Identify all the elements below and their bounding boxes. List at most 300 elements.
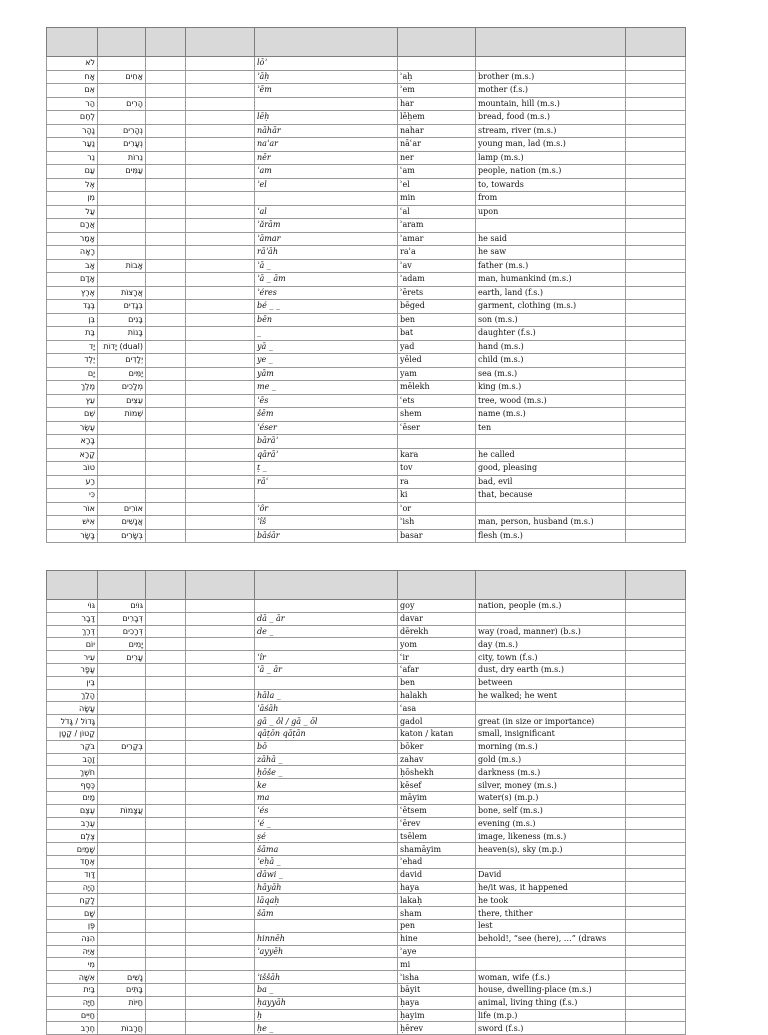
hebrew-word-cell: יָד xyxy=(47,340,98,354)
gloss-cell: image, likeness (m.s.) xyxy=(476,830,626,843)
romanization-cell: sham xyxy=(398,907,476,920)
table-row xyxy=(47,715,686,728)
transliteration-cell: ʿal xyxy=(255,205,398,219)
hebrew-word-cell: דָּבָר xyxy=(47,612,98,625)
transliteration-cell: ʾôr xyxy=(255,502,398,516)
header-row xyxy=(47,28,686,57)
gloss-cell: he called xyxy=(476,448,626,462)
blank-col-2-cell xyxy=(186,932,255,945)
gloss-cell: between xyxy=(476,676,626,689)
blank-col-cell xyxy=(146,855,186,868)
hebrew-plural-cell xyxy=(98,715,146,728)
hebrew-word-cell: אָדָם xyxy=(47,273,98,287)
transliteration-cell xyxy=(255,600,398,613)
table-row xyxy=(47,625,686,638)
blank-col-3-cell xyxy=(626,178,686,192)
romanization-cell xyxy=(398,57,476,71)
hebrew-word-cell: עַל xyxy=(47,205,98,219)
romanization-cell: kēsef xyxy=(398,779,476,792)
gloss-cell: hand (m.s.) xyxy=(476,340,626,354)
transliteration-cell: hinnēh xyxy=(255,932,398,945)
blank-col-cell xyxy=(146,702,186,715)
blank-col-2-cell xyxy=(186,817,255,830)
transliteration-cell: dā _ ār xyxy=(255,612,398,625)
blank-col-3-cell xyxy=(626,273,686,287)
gloss-cell: house, dwelling-place (m.s.) xyxy=(476,983,626,996)
hebrew-plural-cell xyxy=(98,178,146,192)
romanization-cell: yom xyxy=(398,638,476,651)
hebrew-plural-cell xyxy=(98,192,146,206)
header-cell xyxy=(98,571,146,600)
hebrew-word-cell: חֹשֶׁךְ xyxy=(47,766,98,779)
blank-col-2-cell xyxy=(186,489,255,503)
table-row xyxy=(47,286,686,300)
blank-col-2-cell xyxy=(186,766,255,779)
blank-col-2-cell xyxy=(186,70,255,84)
blank-col-2-cell xyxy=(186,462,255,476)
blank-col-cell xyxy=(146,462,186,476)
table-row xyxy=(47,178,686,192)
gloss-cell: David xyxy=(476,868,626,881)
table-row xyxy=(47,313,686,327)
table-row xyxy=(47,381,686,395)
hebrew-word-cell: יָם xyxy=(47,367,98,381)
hebrew-plural-cell: (dual) יָדוֹת xyxy=(98,340,146,354)
blank-col-3-cell xyxy=(626,205,686,219)
blank-col-3-cell xyxy=(626,996,686,1009)
hebrew-plural-cell xyxy=(98,855,146,868)
romanization-cell: ki xyxy=(398,489,476,503)
romanization-cell: bōker xyxy=(398,740,476,753)
blank-col-cell xyxy=(146,489,186,503)
table-row xyxy=(47,779,686,792)
blank-col-cell xyxy=(146,529,186,543)
hebrew-plural-cell xyxy=(98,1009,146,1022)
blank-col-3-cell xyxy=(626,727,686,740)
header-cell xyxy=(255,28,398,57)
romanization-cell: ʿēser xyxy=(398,421,476,435)
blank-col-2-cell xyxy=(186,843,255,856)
romanization-cell: hine xyxy=(398,932,476,945)
blank-col-3-cell xyxy=(626,138,686,152)
romanization-cell: ʾav xyxy=(398,259,476,273)
blank-col-2-cell xyxy=(186,791,255,804)
hebrew-plural-cell xyxy=(98,676,146,689)
blank-col-cell xyxy=(146,475,186,489)
gloss-cell: silver, money (m.s.) xyxy=(476,779,626,792)
table-row xyxy=(47,894,686,907)
blank-col-3-cell xyxy=(626,804,686,817)
blank-col-2-cell xyxy=(186,84,255,98)
romanization-cell: yam xyxy=(398,367,476,381)
blank-col-cell xyxy=(146,246,186,260)
hebrew-plural-cell: בְּקָרִים xyxy=(98,740,146,753)
blank-col-3-cell xyxy=(626,111,686,125)
blank-col-2-cell xyxy=(186,151,255,165)
table-row xyxy=(47,753,686,766)
blank-col-2-cell xyxy=(186,676,255,689)
hebrew-word-cell: אָב xyxy=(47,259,98,273)
hebrew-word-cell: אֶרֶץ xyxy=(47,286,98,300)
header-cell xyxy=(398,28,476,57)
hebrew-plural-cell xyxy=(98,945,146,958)
table-row xyxy=(47,971,686,984)
romanization-cell: lakaḥ xyxy=(398,894,476,907)
blank-col-2-cell xyxy=(186,165,255,179)
gloss-cell: woman, wife (f.s.) xyxy=(476,971,626,984)
blank-col-3-cell xyxy=(626,219,686,233)
blank-col-3-cell xyxy=(626,740,686,753)
hebrew-word-cell: לֶחֶם xyxy=(47,111,98,125)
transliteration-cell: lōʾ xyxy=(255,57,398,71)
table-row xyxy=(47,740,686,753)
transliteration-cell: ʿé _ xyxy=(255,817,398,830)
hebrew-plural-cell xyxy=(98,791,146,804)
blank-col-2-cell xyxy=(186,111,255,125)
blank-col-cell xyxy=(146,286,186,300)
hebrew-plural-cell xyxy=(98,894,146,907)
hebrew-word-cell: אִשָּׁה xyxy=(47,971,98,984)
hebrew-word-cell: רַע xyxy=(47,475,98,489)
blank-col-2-cell xyxy=(186,868,255,881)
blank-col-2-cell xyxy=(186,381,255,395)
romanization-cell: david xyxy=(398,868,476,881)
hebrew-word-cell: דָּוִד xyxy=(47,868,98,881)
transliteration-cell: ba _ xyxy=(255,983,398,996)
blank-col-cell xyxy=(146,600,186,613)
blank-col-3-cell xyxy=(626,354,686,368)
table-row xyxy=(47,676,686,689)
romanization-cell: ʾehad xyxy=(398,855,476,868)
table-row xyxy=(47,502,686,516)
blank-col-2-cell xyxy=(186,830,255,843)
transliteration-cell xyxy=(255,919,398,932)
blank-col-2-cell xyxy=(186,715,255,728)
gloss-cell xyxy=(476,57,626,71)
blank-col-3-cell xyxy=(626,625,686,638)
table-row xyxy=(47,855,686,868)
hebrew-plural-cell xyxy=(98,462,146,476)
gloss-cell: from xyxy=(476,192,626,206)
blank-col-cell xyxy=(146,300,186,314)
gloss-cell: behold!, “see (here), …” (draws xyxy=(476,932,626,945)
blank-col-cell xyxy=(146,804,186,817)
hebrew-plural-cell xyxy=(98,868,146,881)
gloss-cell: earth, land (f.s.) xyxy=(476,286,626,300)
romanization-cell: goy xyxy=(398,600,476,613)
hebrew-plural-cell xyxy=(98,421,146,435)
blank-col-cell xyxy=(146,907,186,920)
gloss-cell: man, humankind (m.s.) xyxy=(476,273,626,287)
gloss-cell: child (m.s.) xyxy=(476,354,626,368)
table-row xyxy=(47,766,686,779)
vocab-table-1 xyxy=(46,27,686,543)
blank-col-3-cell xyxy=(626,779,686,792)
hebrew-word-cell: לֹא xyxy=(47,57,98,71)
romanization-cell: ben xyxy=(398,676,476,689)
hebrew-plural-cell xyxy=(98,475,146,489)
table-row xyxy=(47,489,686,503)
transliteration-cell: ʾiššāh xyxy=(255,971,398,984)
romanization-cell: katon / katan xyxy=(398,727,476,740)
transliteration-cell: ʾā _ ām xyxy=(255,273,398,287)
blank-col-2-cell xyxy=(186,327,255,341)
blank-col-cell xyxy=(146,205,186,219)
blank-col-2-cell xyxy=(186,625,255,638)
romanization-cell: ʾamar xyxy=(398,232,476,246)
hebrew-plural-cell: הָרִים xyxy=(98,97,146,111)
gloss-cell: flesh (m.s.) xyxy=(476,529,626,543)
header-cell xyxy=(476,571,626,600)
table-row xyxy=(47,232,686,246)
romanization-cell: ra xyxy=(398,475,476,489)
gloss-cell: bone, self (m.s.) xyxy=(476,804,626,817)
blank-col-2-cell xyxy=(186,651,255,664)
transliteration-cell: šām xyxy=(255,907,398,920)
hebrew-plural-cell: אֲנָשִׁים xyxy=(98,516,146,530)
blank-col-2-cell xyxy=(186,702,255,715)
romanization-cell: ʿasa xyxy=(398,702,476,715)
blank-col-cell xyxy=(146,421,186,435)
hebrew-word-cell: דֶּרֶךְ xyxy=(47,625,98,638)
blank-col-3-cell xyxy=(626,689,686,702)
blank-col-cell xyxy=(146,165,186,179)
gloss-cell: lest xyxy=(476,919,626,932)
gloss-cell: city, town (f.s.) xyxy=(476,651,626,664)
blank-col-2-cell xyxy=(186,421,255,435)
hebrew-plural-cell xyxy=(98,881,146,894)
hebrew-word-cell: צֶלֶם xyxy=(47,830,98,843)
transliteration-cell: rāʿ xyxy=(255,475,398,489)
romanization-cell: ʿets xyxy=(398,394,476,408)
header-cell xyxy=(255,571,398,600)
blank-col-cell xyxy=(146,766,186,779)
blank-col-2-cell xyxy=(186,219,255,233)
transliteration-cell: ʾāmar xyxy=(255,232,398,246)
blank-col-3-cell xyxy=(626,70,686,84)
hebrew-word-cell: עַם xyxy=(47,165,98,179)
header-cell xyxy=(398,571,476,600)
hebrew-word-cell: בֵּין xyxy=(47,676,98,689)
blank-col-cell xyxy=(146,612,186,625)
blank-col-2-cell xyxy=(186,907,255,920)
hebrew-plural-cell: דְּבָרִים xyxy=(98,612,146,625)
table-row xyxy=(47,1009,686,1022)
gloss-cell: to, towards xyxy=(476,178,626,192)
transliteration-cell: ʾărām xyxy=(255,219,398,233)
romanization-cell: haya xyxy=(398,881,476,894)
table-row xyxy=(47,983,686,996)
hebrew-plural-cell xyxy=(98,111,146,125)
transliteration-cell: ḥōše _ xyxy=(255,766,398,779)
table-row xyxy=(47,84,686,98)
transliteration-cell xyxy=(255,192,398,206)
blank-col-2-cell xyxy=(186,246,255,260)
blank-col-3-cell xyxy=(626,475,686,489)
blank-col-2-cell xyxy=(186,779,255,792)
table-row xyxy=(47,192,686,206)
gloss-cell: man, person, husband (m.s.) xyxy=(476,516,626,530)
header-cell xyxy=(47,571,98,600)
table-row xyxy=(47,138,686,152)
blank-col-cell xyxy=(146,435,186,449)
hebrew-plural-cell xyxy=(98,273,146,287)
blank-col-3-cell xyxy=(626,381,686,395)
gloss-cell: father (m.s.) xyxy=(476,259,626,273)
hebrew-plural-cell: אַחִים xyxy=(98,70,146,84)
blank-col-cell xyxy=(146,313,186,327)
table-row xyxy=(47,651,686,664)
blank-col-3-cell xyxy=(626,462,686,476)
blank-col-3-cell xyxy=(626,1009,686,1022)
blank-col-cell xyxy=(146,651,186,664)
romanization-cell: māyim xyxy=(398,791,476,804)
table-row xyxy=(47,529,686,543)
hebrew-plural-cell xyxy=(98,932,146,945)
gloss-cell xyxy=(476,612,626,625)
hebrew-word-cell: הַר xyxy=(47,97,98,111)
transliteration-cell: ʿēs xyxy=(255,394,398,408)
transliteration-cell: qārāʾ xyxy=(255,448,398,462)
blank-col-cell xyxy=(146,983,186,996)
blank-col-cell xyxy=(146,676,186,689)
hebrew-word-cell: גָּדוֹל / גָּדֹל xyxy=(47,715,98,728)
hebrew-plural-cell xyxy=(98,489,146,503)
table-row xyxy=(47,830,686,843)
gloss-cell: he/it was, it happened xyxy=(476,881,626,894)
hebrew-plural-cell xyxy=(98,246,146,260)
hebrew-word-cell: מִן xyxy=(47,192,98,206)
gloss-cell xyxy=(476,702,626,715)
blank-col-2-cell xyxy=(186,502,255,516)
blank-col-3-cell xyxy=(626,340,686,354)
hebrew-word-cell: אַיֵּה xyxy=(47,945,98,958)
transliteration-cell: ḥe _ xyxy=(255,1022,398,1035)
romanization-cell: pen xyxy=(398,919,476,932)
blank-col-cell xyxy=(146,625,186,638)
blank-col-3-cell xyxy=(626,676,686,689)
header-cell xyxy=(626,571,686,600)
hebrew-plural-cell xyxy=(98,958,146,971)
blank-col-cell xyxy=(146,70,186,84)
table-row xyxy=(47,791,686,804)
romanization-cell: lēḥem xyxy=(398,111,476,125)
table-row xyxy=(47,868,686,881)
romanization-cell: bāyit xyxy=(398,983,476,996)
blank-col-2-cell xyxy=(186,367,255,381)
hebrew-plural-cell: בְּשָׂרִים xyxy=(98,529,146,543)
gloss-cell: young man, lad (m.s.) xyxy=(476,138,626,152)
table-row xyxy=(47,945,686,958)
table-row xyxy=(47,70,686,84)
gloss-cell: darkness (m.s.) xyxy=(476,766,626,779)
romanization-cell: min xyxy=(398,192,476,206)
blank-col-cell xyxy=(146,367,186,381)
romanization-cell: basar xyxy=(398,529,476,543)
transliteration-cell xyxy=(255,958,398,971)
romanization-cell: bēged xyxy=(398,300,476,314)
hebrew-plural-cell xyxy=(98,907,146,920)
gloss-cell: mountain, hill (m.s.) xyxy=(476,97,626,111)
blank-col-2-cell xyxy=(186,753,255,766)
hebrew-word-cell: עֶצֶם xyxy=(47,804,98,817)
blank-col-3-cell xyxy=(626,907,686,920)
blank-col-3-cell xyxy=(626,300,686,314)
header-cell xyxy=(146,571,186,600)
blank-col-cell xyxy=(146,111,186,125)
blank-col-2-cell xyxy=(186,394,255,408)
gloss-cell xyxy=(476,502,626,516)
romanization-cell: mēlekh xyxy=(398,381,476,395)
blank-col-3-cell xyxy=(626,958,686,971)
blank-col-2-cell xyxy=(186,408,255,422)
blank-col-cell xyxy=(146,381,186,395)
gloss-cell: he said xyxy=(476,232,626,246)
hebrew-word-cell: עֶרֶב xyxy=(47,817,98,830)
table-row xyxy=(47,817,686,830)
hebrew-plural-cell xyxy=(98,766,146,779)
romanization-cell: ʾor xyxy=(398,502,476,516)
blank-col-cell xyxy=(146,124,186,138)
blank-col-3-cell xyxy=(626,408,686,422)
header-row xyxy=(47,571,686,600)
table-row xyxy=(47,638,686,651)
transliteration-cell: qāṭōn qāṭān xyxy=(255,727,398,740)
blank-col-cell xyxy=(146,354,186,368)
blank-col-2-cell xyxy=(186,996,255,1009)
blank-col-2-cell xyxy=(186,475,255,489)
transliteration-cell: gā _ ôl / gā _ ōl xyxy=(255,715,398,728)
transliteration-cell: ʿam xyxy=(255,165,398,179)
gloss-cell: bread, food (m.s.) xyxy=(476,111,626,125)
blank-col-cell xyxy=(146,97,186,111)
transliteration-cell: ḥayyāh xyxy=(255,996,398,1009)
table-row xyxy=(47,600,686,613)
hebrew-word-cell: עֵץ xyxy=(47,394,98,408)
blank-col-cell xyxy=(146,273,186,287)
transliteration-cell xyxy=(255,489,398,503)
transliteration-cell: ḥ xyxy=(255,1009,398,1022)
blank-col-cell xyxy=(146,932,186,945)
table-row xyxy=(47,300,686,314)
hebrew-plural-cell xyxy=(98,435,146,449)
blank-col-3-cell xyxy=(626,97,686,111)
hebrew-word-cell: בַּת xyxy=(47,327,98,341)
hebrew-word-cell: עֶשֶׂר xyxy=(47,421,98,435)
hebrew-plural-cell xyxy=(98,57,146,71)
blank-col-2-cell xyxy=(186,232,255,246)
blank-col-cell xyxy=(146,881,186,894)
blank-col-2-cell xyxy=(186,529,255,543)
hebrew-plural-cell: יַמִּים xyxy=(98,367,146,381)
hebrew-plural-cell: עֲצָמוֹת xyxy=(98,804,146,817)
gloss-cell xyxy=(476,958,626,971)
blank-col-3-cell xyxy=(626,489,686,503)
transliteration-cell: ʿîr xyxy=(255,651,398,664)
transliteration-cell: yā _ xyxy=(255,340,398,354)
transliteration-cell: me _ xyxy=(255,381,398,395)
hebrew-word-cell: בָּשָׂר xyxy=(47,529,98,543)
blank-col-cell xyxy=(146,57,186,71)
romanization-cell: nahar xyxy=(398,124,476,138)
header-cell xyxy=(98,28,146,57)
hebrew-plural-cell: חַיּוֹת xyxy=(98,996,146,1009)
romanization-cell: raʾa xyxy=(398,246,476,260)
transliteration-cell: ye _ xyxy=(255,354,398,368)
transliteration-cell: ke xyxy=(255,779,398,792)
blank-col-cell xyxy=(146,394,186,408)
hebrew-word-cell: מֶלֶךְ xyxy=(47,381,98,395)
